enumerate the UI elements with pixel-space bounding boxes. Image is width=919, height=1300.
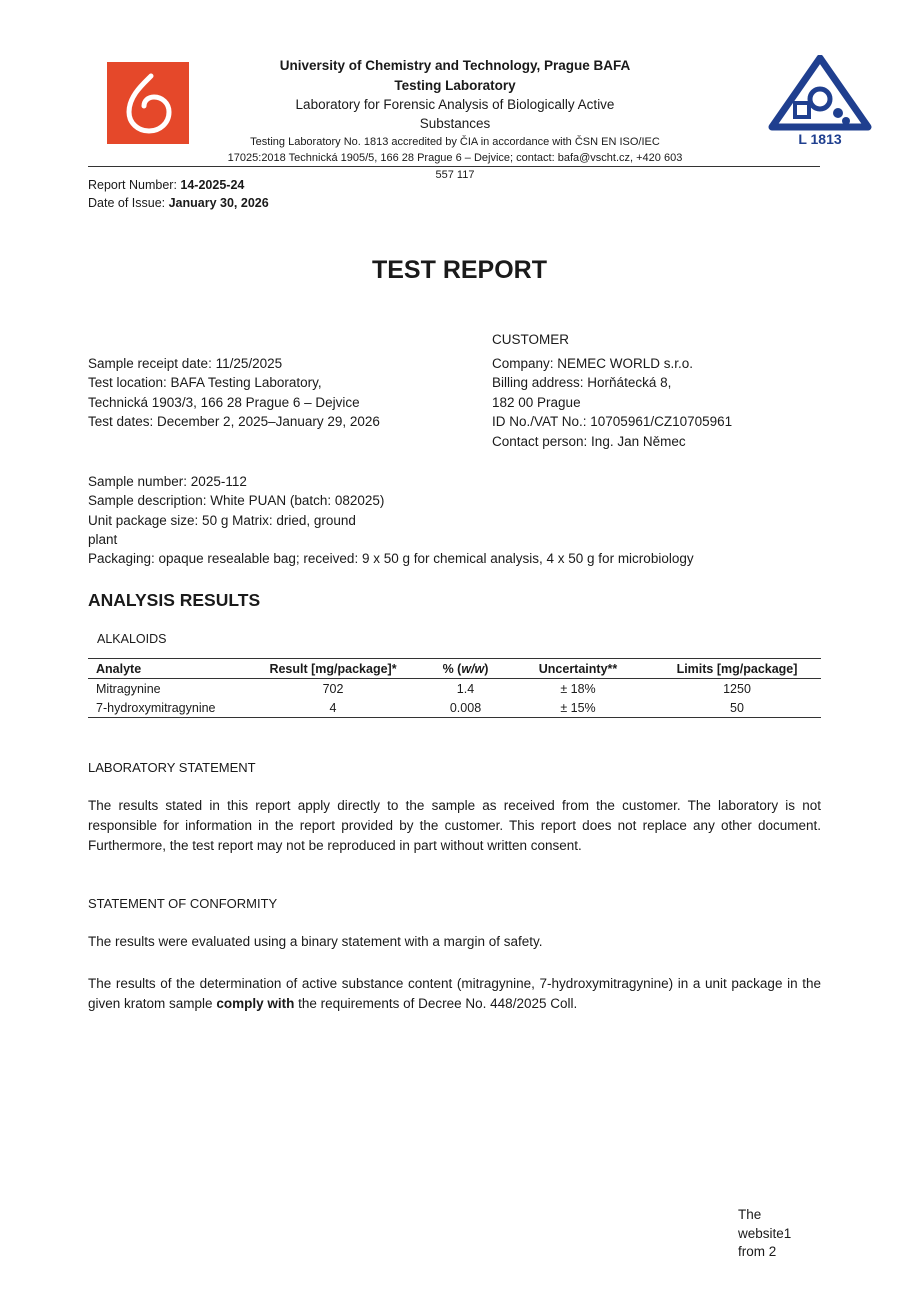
conformity-text-2-before: The results of the determination of active substance content (mitragynine, 7-hydroxymitragynine) in a unit package in the given kratom sample <box>88 976 821 1011</box>
conformity-heading: STATEMENT OF CONFORMITY <box>88 896 278 911</box>
conformity-text-2-after: the requirements of Decree No. 448/2025 Coll. <box>294 996 578 1011</box>
packaging: Packaging: opaque resealable bag; received: 9 x 50 g for chemical analysis, 4 x 50 g for microbiology <box>88 551 694 566</box>
customer-heading: CUSTOMER <box>492 332 570 347</box>
cell-uncertainty: ± 15% <box>503 698 653 718</box>
table-row <box>88 679 821 699</box>
date-of-issue-value: January 30, 2026 <box>168 196 269 210</box>
percent-suffix: ) <box>484 661 489 676</box>
cell-result: 4 <box>238 698 428 718</box>
flask-logo-icon <box>107 62 189 144</box>
percent-prefix: % ( <box>442 661 462 676</box>
sample-number: Sample number: 2025-112 <box>88 474 247 489</box>
date-of-issue <box>88 194 269 214</box>
unit-package-line-2: plant <box>88 532 118 547</box>
institution-name: University of Chemistry and Technology, Prague BAFA <box>279 58 631 73</box>
cell-analyte: 7-hydroxymitragynine <box>88 698 238 718</box>
percent-italic: w/w <box>461 661 485 676</box>
cell-result: 702 <box>322 681 344 696</box>
test-location-line-2: Technická 1903/3, 166 28 Prague 6 – Dejvice <box>88 395 360 410</box>
accreditation-triangle-icon <box>768 55 872 147</box>
customer-id-vat: ID No./VAT No.: 10705961/CZ10705961 <box>492 414 733 429</box>
column-header-uncertainty: Uncertainty** <box>503 659 653 679</box>
cell-analyte: Mitragynine <box>96 681 161 696</box>
report-number-label: Report Number: <box>88 178 181 192</box>
cell-percent: 0.008 <box>428 698 503 718</box>
laboratory-statement-text: The results stated in this report apply directly to the sample as received from the customer. The laboratory is not responsible for information in the report provided by the customer. This report does not replace any other document. Furthermore, the test report may not be reproduced in part without written consent. <box>88 798 821 853</box>
results-table <box>88 658 821 718</box>
table-header-row <box>88 659 821 679</box>
laboratory-statement-heading: LABORATORY STATEMENT <box>88 760 256 775</box>
column-header-analyte: Analyte <box>88 659 238 679</box>
column-header-limits: Limits [mg/package] <box>653 659 821 679</box>
lab-name: Testing Laboratory <box>394 78 516 93</box>
report-number-value: 14-2025-24 <box>180 178 245 192</box>
page-title: TEST REPORT <box>371 256 547 284</box>
report-number <box>88 176 244 196</box>
cell-limits: 50 <box>653 698 821 718</box>
sample-receipt-date: Sample receipt date: 11/25/2025 <box>88 356 283 371</box>
accreditation-line-1: Testing Laboratory No. 1813 accredited by ČIA in accordance with ČSN EN ISO/IEC <box>250 136 660 148</box>
customer-company: Company: NEMEC WORLD s.r.o. <box>492 356 694 371</box>
sample-description: Sample description: White PUAN (batch: 082025) <box>88 493 385 508</box>
conformity-text-2 <box>88 974 821 1014</box>
lab-description-line-2: Substances <box>419 116 491 131</box>
accreditation-badge-text: L 1813 <box>798 131 842 147</box>
accreditation-line-3: 557 117 <box>435 169 475 181</box>
table-row <box>88 698 821 718</box>
university-logo <box>107 62 189 144</box>
customer-billing-line-1: Billing address: Horňátecká 8, <box>492 375 672 390</box>
cell-percent: 1.4 <box>456 681 475 696</box>
customer-billing-line-2: 182 00 Prague <box>492 395 581 410</box>
column-header-percent <box>428 659 503 679</box>
page-indicator-line-1: The <box>738 1207 762 1222</box>
cell-uncertainty: ± 18% <box>560 681 596 696</box>
column-header-result: Result [mg/package]* <box>238 659 428 679</box>
date-of-issue-label: Date of Issue: <box>88 196 169 210</box>
alkaloids-subheading: ALKALOIDS <box>97 632 167 646</box>
header-divider <box>88 166 820 167</box>
customer-contact: Contact person: Ing. Jan Němec <box>492 434 686 449</box>
accreditation-line-2: 17025:2018 Technická 1905/5, 166 28 Prague 6 – Dejvice; contact: bafa@vscht.cz, +420 603 <box>227 152 683 164</box>
lab-description-line-1: Laboratory for Forensic Analysis of Biologically Active <box>295 97 615 112</box>
analysis-results-heading: ANALYSIS RESULTS <box>88 590 261 610</box>
page-indicator-line-2: website1 <box>738 1225 792 1241</box>
accreditation-logo <box>768 55 872 147</box>
conformity-text-1: The results were evaluated using a binary statement with a margin of safety. <box>88 934 543 949</box>
cell-limits: 1250 <box>723 681 751 696</box>
test-dates: Test dates: December 2, 2025–January 29, 2026 <box>88 414 380 429</box>
test-location-line-1: Test location: BAFA Testing Laboratory, <box>88 375 322 390</box>
conformity-text-2-bold: comply with <box>216 996 295 1011</box>
page-indicator-line-3: from 2 <box>738 1244 777 1259</box>
page-indicator <box>738 1206 818 1262</box>
unit-package-line-1: Unit package size: 50 g Matrix: dried, ground <box>88 513 356 528</box>
